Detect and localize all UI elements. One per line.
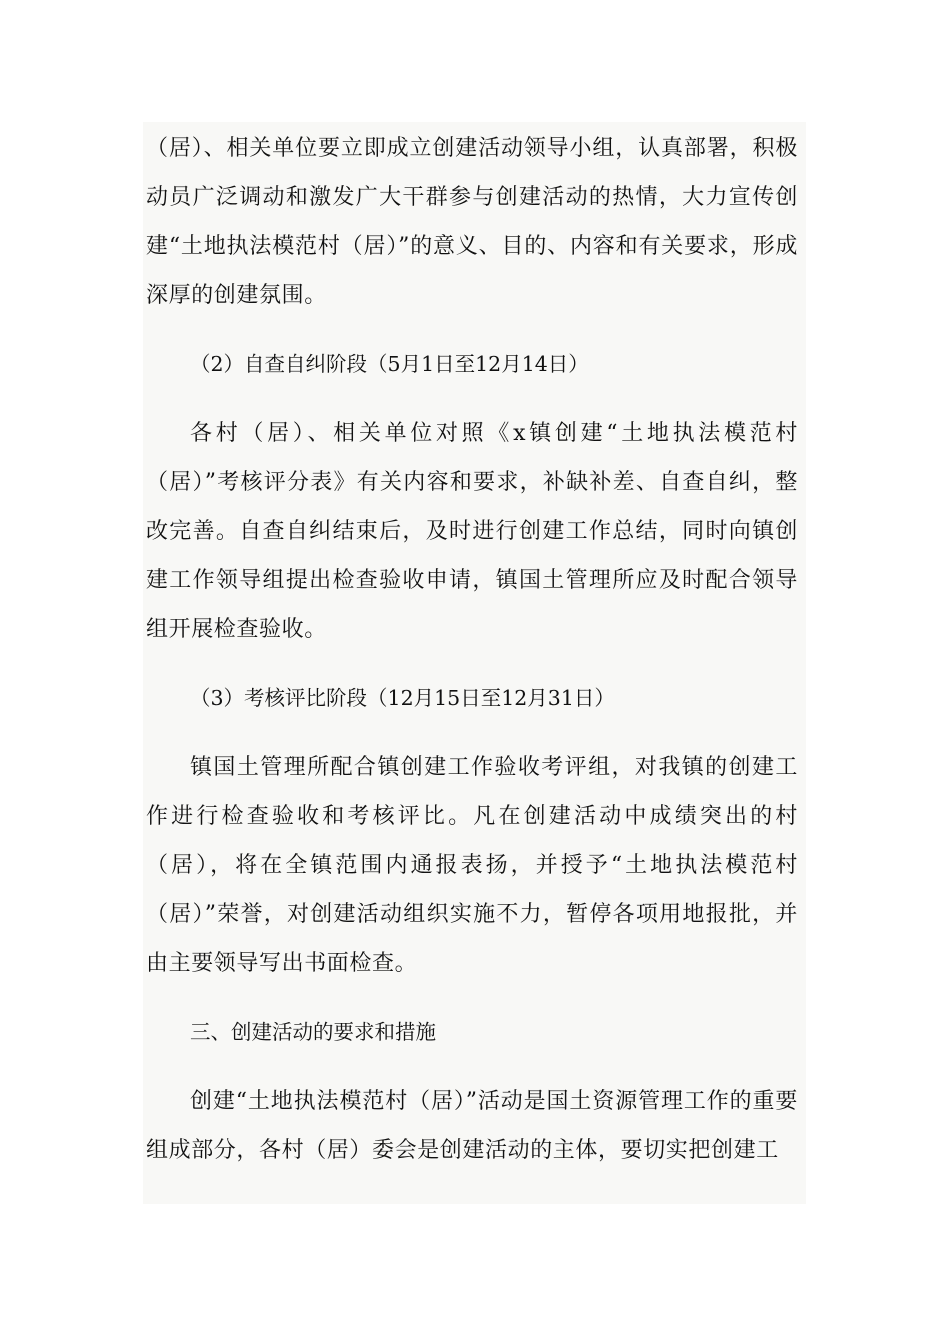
heading-requirements-measures: 三、创建活动的要求和措施	[190, 1020, 436, 1044]
heading-self-inspection-stage: （2）自查自纠阶段（5月1日至12月14日）	[190, 352, 589, 376]
document-body	[146, 124, 798, 1175]
paragraph-launch-stage-end: （居）、相关单位要立即成立创建活动领导小组，认真部署，积极动员广泛调动和激发广大干群参与创建活动的热情，大力宣传创建“土地执法模范村（居）”的意义、目的、内容和有关要求，形成深厚的创建氛围。	[146, 136, 798, 308]
paragraph-requirements: 创建“土地执法模范村（居）”活动是国土资源管理工作的重要组成部分，各村（居）委会是创建活动的主体，要切实把创建工	[146, 1089, 798, 1163]
paragraph-assessment: 镇国土管理所配合镇创建工作验收考评组，对我镇的创建工作进行检查验收和考核评比。凡在创建活动中成绩突出的村（居），将在全镇范围内通报表扬，并授予“土地执法模范村（居）”荣誉，对创建活动组织实施不力，暂停各项用地报批，并由主要领导写出书面检查。	[146, 755, 798, 976]
paragraph-self-inspection: 各村（居）、相关单位对照《x镇创建“土地执法模范村（居）”考核评分表》有关内容和要求，补缺补差、自查自纠，整改完善。自查自纠结束后，及时进行创建工作总结，同时向镇创建工作领导组提出检查验收申请，镇国土管理所应及时配合领导组开展检查验收。	[146, 421, 798, 642]
heading-assessment-stage: （3）考核评比阶段（12月15日至12月31日）	[190, 686, 615, 710]
